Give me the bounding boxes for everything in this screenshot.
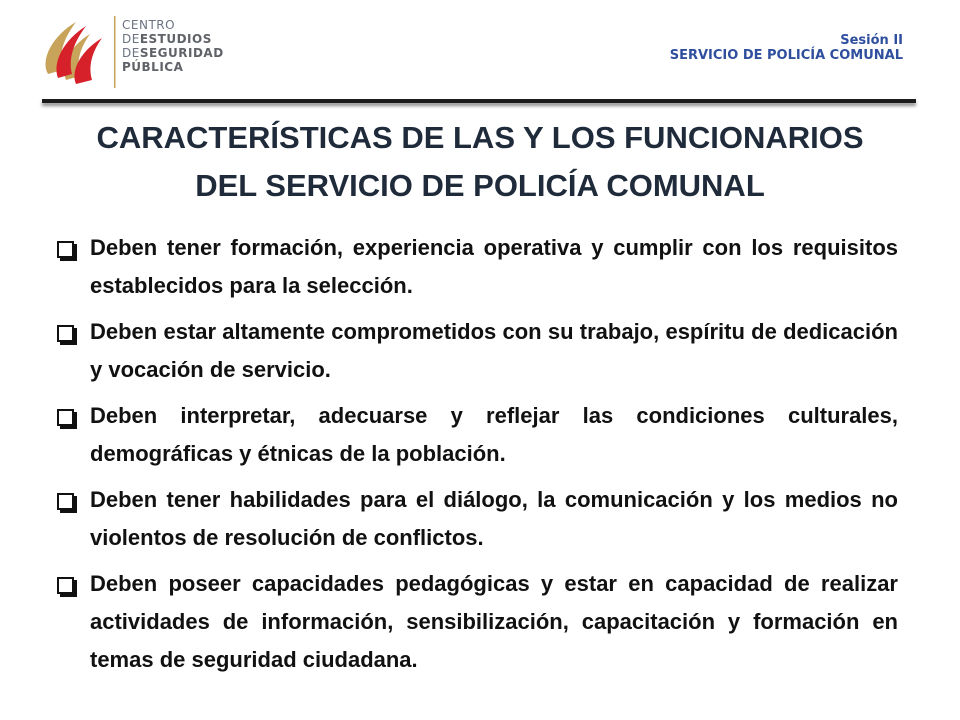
logo-line-2: DEESTUDIOS: [122, 32, 212, 46]
bullet-text: Deben estar altamente comprometidos con su trabajo, espíritu de dedicación y vocación de servicio.: [90, 319, 898, 382]
session-subtitle: SERVICIO DE POLICÍA COMUNAL: [669, 48, 903, 63]
bullet-item: [56, 481, 898, 557]
header-divider: [42, 99, 916, 103]
checkbox-bullet-icon: [57, 241, 74, 258]
session-label: Sesión II: [840, 33, 903, 48]
checkbox-bullet-icon: [57, 493, 74, 510]
bullet-text: Deben poseer capacidades pedagógicas y estar en capacidad de realizar actividades de información, sensibilización, capacitación y formación en temas de seguridad ciudadana.: [90, 571, 898, 672]
bullet-item: [56, 565, 898, 679]
title-line-1: CARACTERÍSTICAS DE LAS Y LOS FUNCIONARIOS: [96, 120, 864, 155]
slide-title: [40, 114, 920, 210]
title-line-2: DEL SERVICIO DE POLICÍA COMUNAL: [195, 168, 765, 203]
logo-line-4: PÚBLICA: [122, 60, 184, 74]
bullet-text: Deben tener habilidades para el diálogo, la comunicación y los medios no violentos de resolución de conflictos.: [90, 487, 898, 550]
session-header: [670, 33, 903, 63]
ceseg-logo: [30, 12, 224, 92]
checkbox-bullet-icon: [57, 325, 74, 342]
bullet-list: [56, 229, 898, 687]
bullet-text: Deben tener formación, experiencia operativa y cumplir con los requisitos establecidos para la selección.: [90, 235, 898, 298]
bullet-item: [56, 229, 898, 305]
logo-mark-icon: [30, 12, 120, 92]
bullet-item: [56, 397, 898, 473]
logo-line-3: DESEGURIDAD: [122, 46, 224, 60]
bullet-item: [56, 313, 898, 389]
bullet-text: Deben interpretar, adecuarse y reflejar las condiciones culturales, demográficas y étnicas de la población.: [90, 403, 898, 466]
logo-line-1: CENTRO: [122, 18, 176, 32]
checkbox-bullet-icon: [57, 409, 74, 426]
checkbox-bullet-icon: [57, 577, 74, 594]
